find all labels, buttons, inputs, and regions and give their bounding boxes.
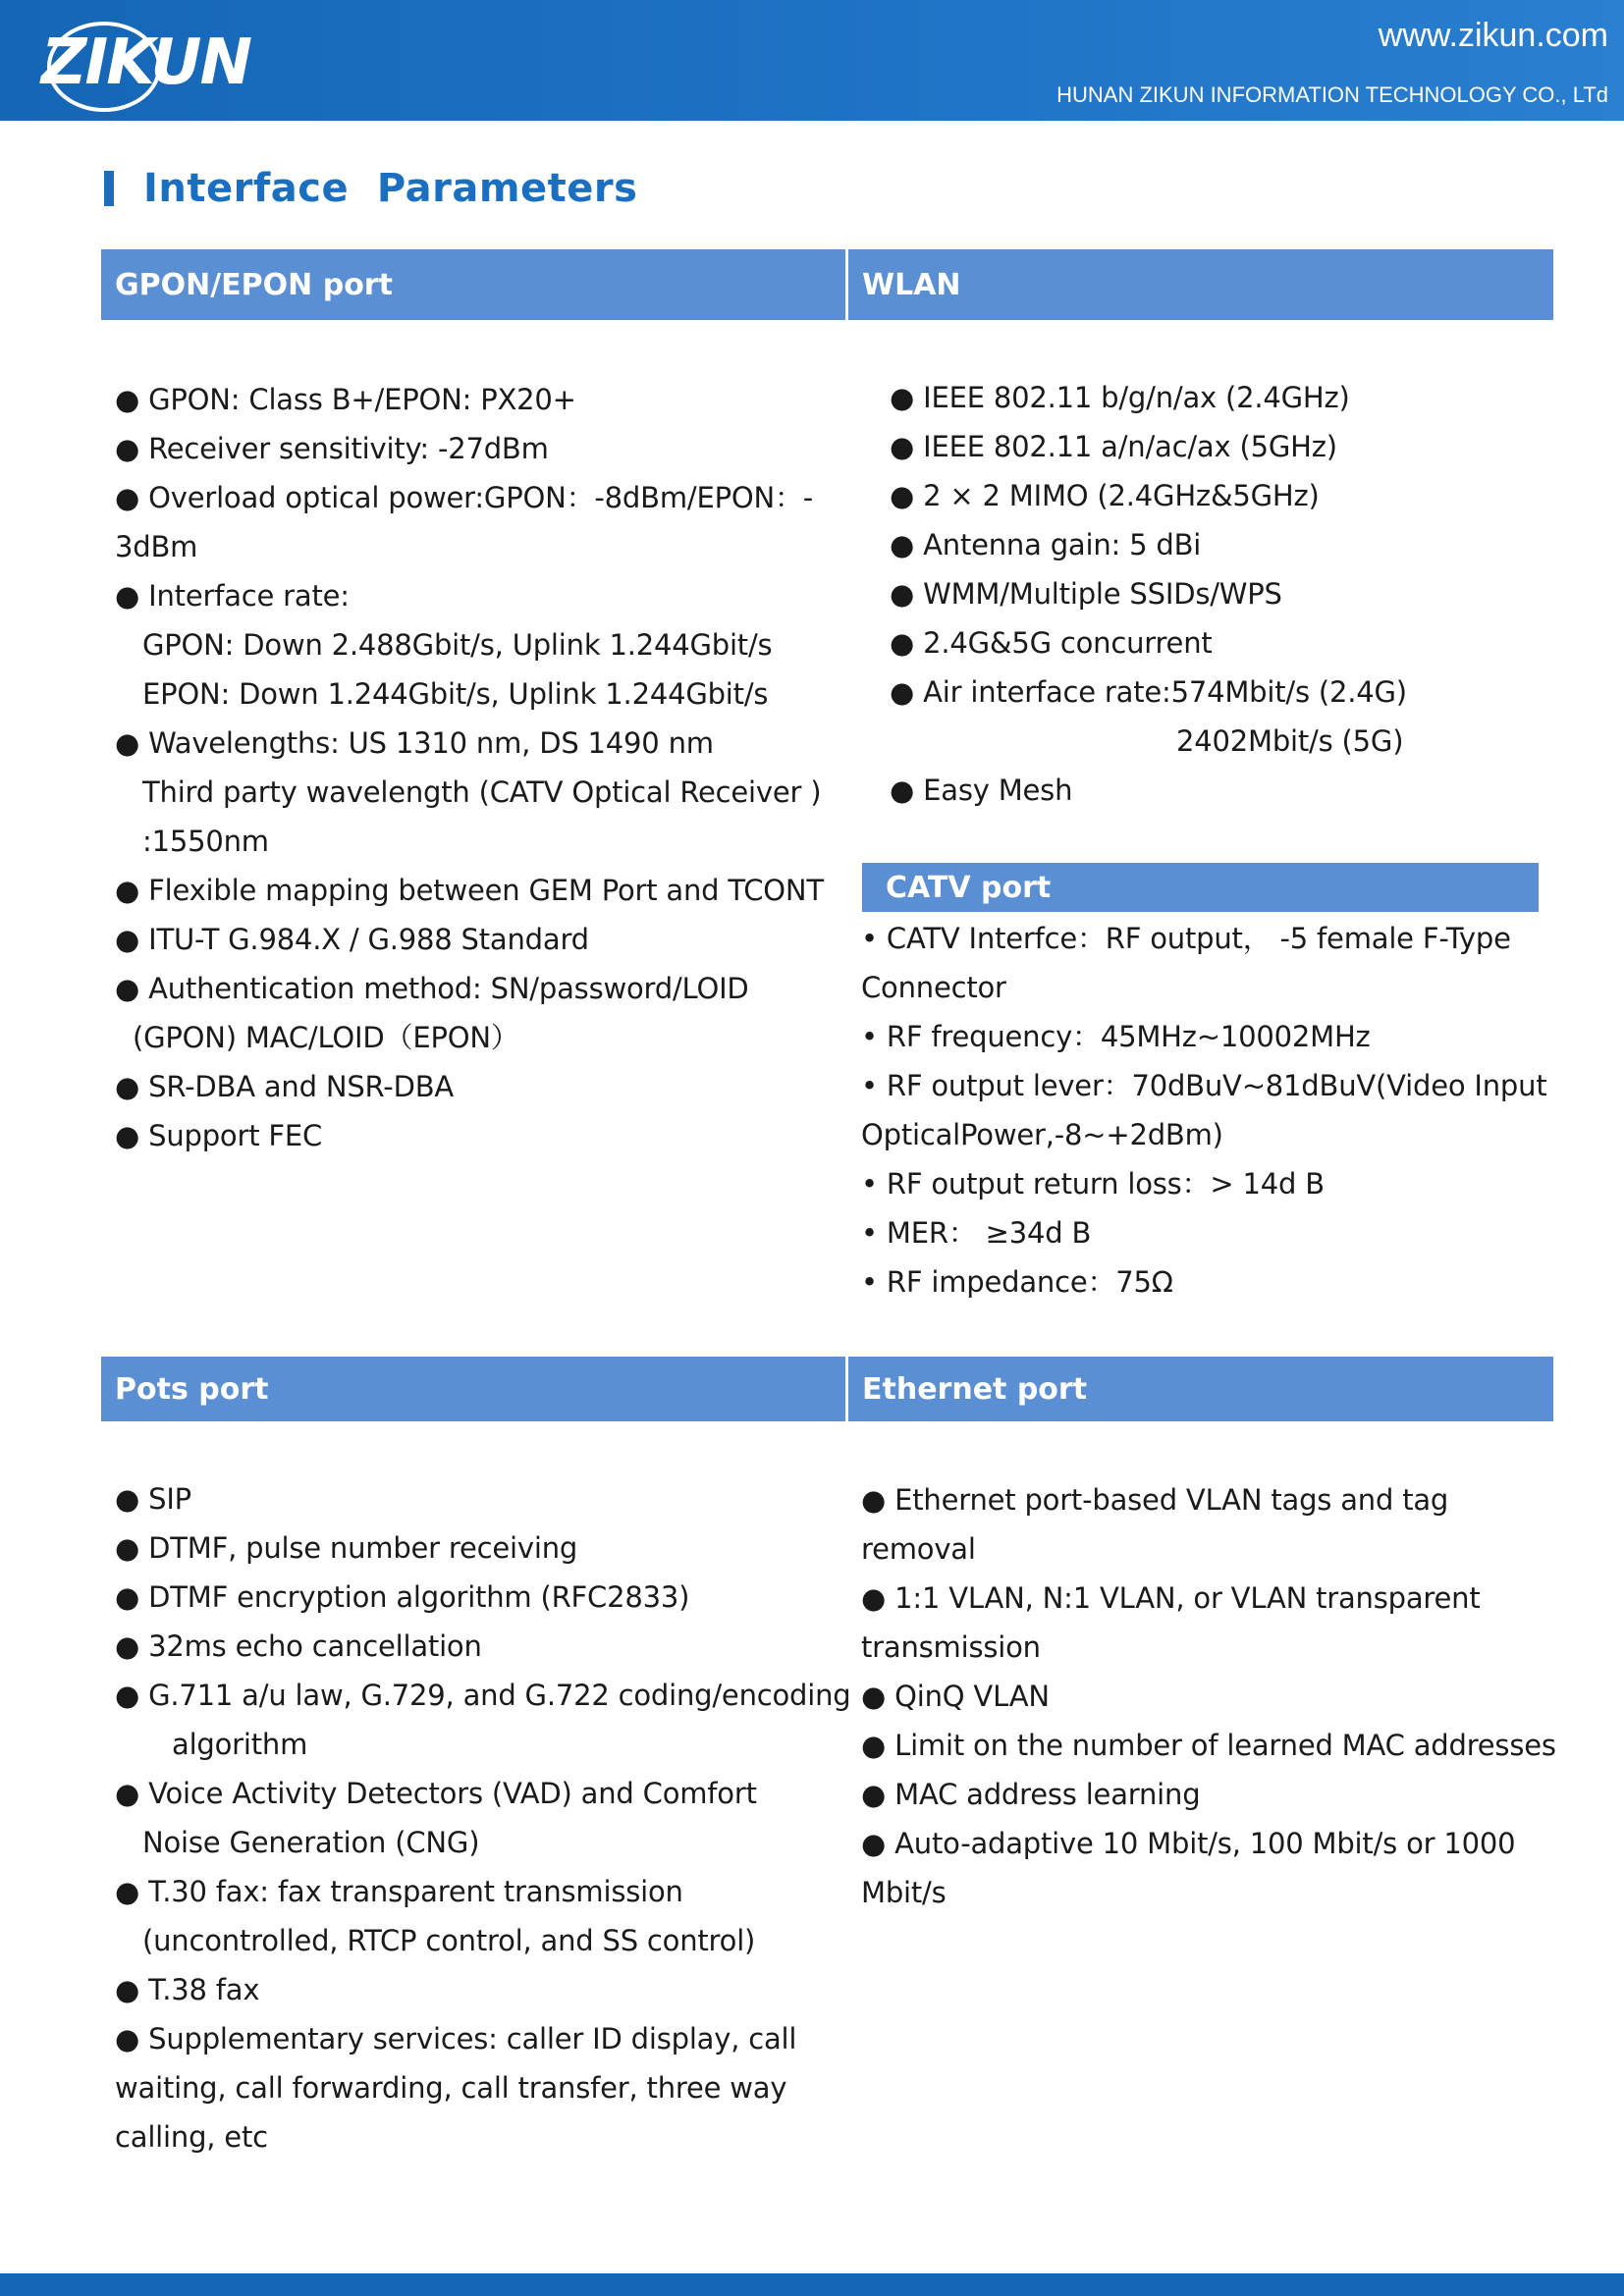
catv-line: • MER： ≥34d B [861, 1216, 1092, 1250]
wlan-line: ● Antenna gain: 5 dBi [890, 528, 1202, 561]
wlan-line: ● 2.4G&5G concurrent [890, 626, 1213, 660]
gpon-line: ● Interface rate: [115, 579, 350, 613]
company-name: HUNAN ZIKUN INFORMATION TECHNOLOGY CO., LTd [1056, 82, 1608, 107]
gpon-line: 3dBm [115, 530, 198, 563]
section-header-wlan: WLAN [848, 249, 1553, 320]
ethernet-line: ● Limit on the number of learned MAC addresses [861, 1729, 1556, 1762]
wlan-line: 2402Mbit/s (5G) [1176, 724, 1404, 758]
section-header-catv: CATV port [862, 863, 1539, 912]
wlan-line: ● Air interface rate:574Mbit/s (2.4G) [890, 675, 1407, 709]
ethernet-line: transmission [861, 1630, 1041, 1664]
pots-line: algorithm [172, 1728, 308, 1761]
wlan-line: ● IEEE 802.11 b/g/n/ax (2.4GHz) [890, 381, 1350, 414]
ethernet-line: ● QinQ VLAN [861, 1680, 1050, 1713]
pots-line: (uncontrolled, RTCP control, and SS control) [142, 1924, 756, 1957]
website-url[interactable]: www.zikun.com [1378, 17, 1608, 54]
title-accent-bar [104, 171, 114, 206]
ethernet-line: Mbit/s [861, 1876, 947, 1909]
company-logo [35, 10, 251, 113]
gpon-line: EPON: Down 1.244Gbit/s, Uplink 1.244Gbit/s [142, 677, 769, 711]
logo-text: ZIKUN [41, 27, 251, 99]
catv-line: • RF impedance：75Ω [861, 1265, 1173, 1299]
catv-line: OpticalPower,-8~+2dBm) [861, 1118, 1223, 1151]
ethernet-line: removal [861, 1532, 976, 1566]
pots-line: waiting, call forwarding, call transfer, three way [115, 2071, 787, 2105]
catv-line: • RF output return loss：> 14d B [861, 1167, 1325, 1201]
wlan-line: ● 2 × 2 MIMO (2.4GHz&5GHz) [890, 479, 1320, 512]
wlan-line: ● IEEE 802.11 a/n/ac/ax (5GHz) [890, 430, 1337, 463]
catv-line: • RF output lever：70dBuV~81dBuV(Video Input [861, 1069, 1547, 1102]
gpon-line: ● Support FEC [115, 1119, 323, 1152]
gpon-line: ● Overload optical power:GPON：-8dBm/EPON：- [115, 481, 814, 514]
pots-line: ● G.711 a/u law, G.729, and G.722 coding/encoding [115, 1679, 851, 1712]
gpon-line: Third party wavelength (CATV Optical Receiver ) [142, 775, 822, 809]
gpon-line: GPON: Down 2.488Gbit/s, Uplink 1.244Gbit/s [142, 628, 773, 662]
pots-line: ● Voice Activity Detectors (VAD) and Comfort [115, 1777, 757, 1810]
footer-bar [0, 2273, 1624, 2296]
page-title: Interface Parameters [143, 166, 638, 211]
wlan-line: ● Easy Mesh [890, 774, 1073, 807]
section-header-ethernet: Ethernet port [848, 1357, 1553, 1421]
pots-line: ● Supplementary services: caller ID display, call [115, 2022, 797, 2056]
wlan-line: ● WMM/Multiple SSIDs/WPS [890, 577, 1282, 611]
pots-line: ● T.38 fax [115, 1973, 260, 2006]
gpon-line: :1550nm [142, 825, 269, 858]
gpon-line: ● Authentication method: SN/password/LOID [115, 972, 749, 1005]
catv-line: • CATV Interfce：RF output， -5 female F-Type [861, 922, 1511, 955]
gpon-line: ● Wavelengths: US 1310 nm, DS 1490 nm [115, 726, 714, 760]
gpon-line: (GPON) MAC/LOID（EPON） [133, 1021, 519, 1054]
pots-line: ● DTMF, pulse number receiving [115, 1531, 578, 1565]
pots-line: calling, etc [115, 2120, 268, 2154]
ethernet-line: ● Auto-adaptive 10 Mbit/s, 100 Mbit/s or 1000 [861, 1827, 1516, 1860]
section-header-pots: Pots port [101, 1357, 845, 1421]
ethernet-line: ● 1:1 VLAN, N:1 VLAN, or VLAN transparent [861, 1581, 1481, 1615]
pots-line: ● T.30 fax: fax transparent transmission [115, 1875, 683, 1908]
section-header-gpon: GPON/EPON port [101, 249, 845, 320]
ethernet-line: ● MAC address learning [861, 1778, 1201, 1811]
catv-line: Connector [861, 971, 1006, 1004]
pots-line: ● 32ms echo cancellation [115, 1629, 482, 1663]
pots-line: Noise Generation (CNG) [142, 1826, 480, 1859]
pots-line: ● DTMF encryption algorithm (RFC2833) [115, 1580, 690, 1614]
gpon-line: ● SR-DBA and NSR-DBA [115, 1070, 455, 1103]
gpon-line: ● ITU-T G.984.X / G.988 Standard [115, 923, 589, 956]
pots-line: ● SIP [115, 1482, 191, 1516]
ethernet-line: ● Ethernet port-based VLAN tags and tag [861, 1483, 1449, 1517]
catv-line: • RF frequency：45MHz~10002MHz [861, 1020, 1371, 1053]
gpon-line: ● Receiver sensitivity: -27dBm [115, 432, 549, 465]
gpon-line: ● Flexible mapping between GEM Port and TCONT [115, 874, 824, 907]
gpon-line: ● GPON: Class B+/EPON: PX20+ [115, 383, 576, 416]
